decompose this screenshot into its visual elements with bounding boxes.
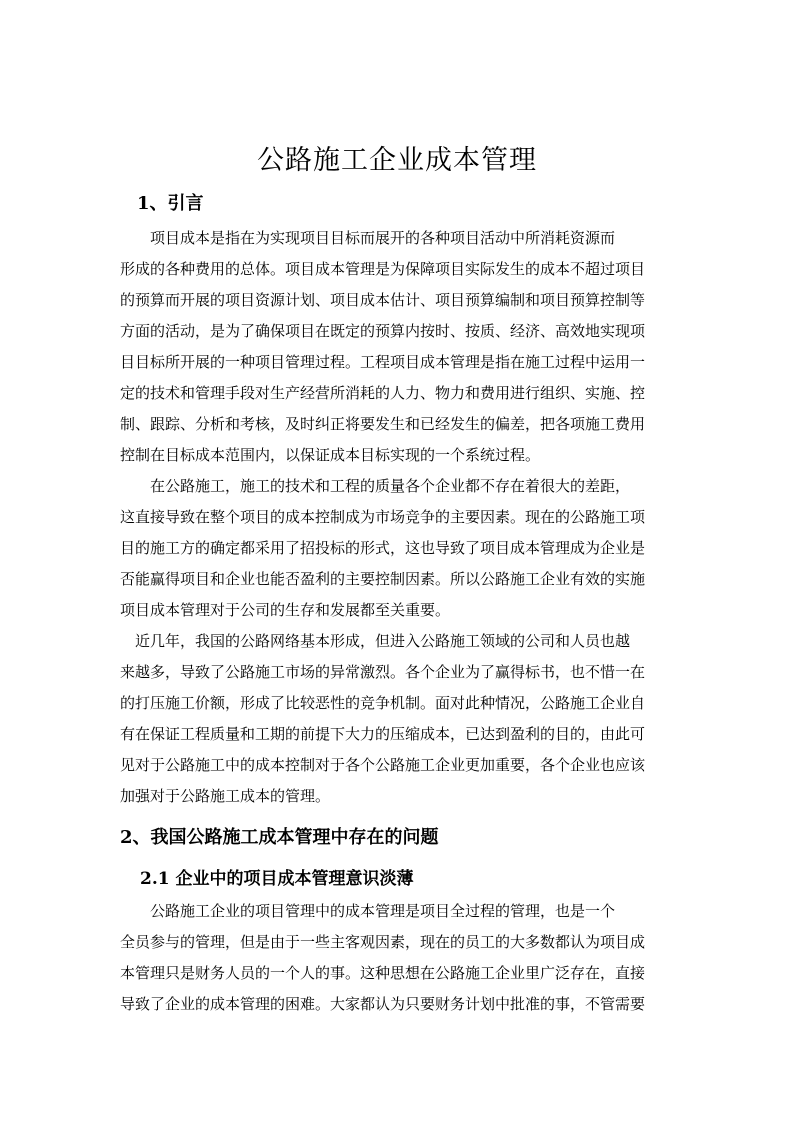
text-line: 来越多，导致了公路施工市场的异常激烈。各个企业为了赢得标书，也不惜一在 — [120, 663, 646, 681]
text-line: 方面的活动，是为了确保项目在既定的预算内按时、按质、经济、高效地实现项 — [120, 322, 646, 340]
text-line: 近几年，我国的公路网络基本形成，但进入公路施工领域的公司和人员也越 — [120, 632, 631, 650]
text-line: 项目成本管理对于公司的生存和发展都至关重要。 — [120, 601, 451, 619]
intro-paragraph-1 — [120, 223, 674, 471]
intro-paragraph-2 — [120, 471, 674, 626]
text-line: 的预算而开展的项目资源计划、项目成本估计、项目预算编制和项目预算控制等 — [120, 291, 646, 309]
text-line: 有在保证工程质量和工期的前提下大力的压缩成本，已达到盈利的目的，由此可 — [120, 725, 646, 743]
text-line: 目目标所开展的一种项目管理过程。工程项目成本管理是指在施工过程中运用一 — [120, 353, 646, 371]
text-line: 形成的各种费用的总体。项目成本管理是为保障项目实际发生的成本不超过项目 — [120, 260, 646, 278]
text-line: 全员参与的管理，但是由于一些主客观因素，现在的员工的大多数都认为项目成 — [120, 933, 646, 951]
subsection-paragraph-1 — [120, 896, 674, 1020]
text-line: 加强对于公路施工成本的管理。 — [120, 787, 331, 805]
text-line: 导致了企业的成本管理的困难。大家都认为只要财务计划中批准的事，不管需要 — [120, 995, 646, 1013]
text-line: 目的施工方的确定都采用了招投标的形式，这也导致了项目成本管理成为企业是 — [120, 539, 646, 557]
text-line: 定的技术和管理手段对生产经营所消耗的人力、物力和费用进行组织、实施、控 — [120, 384, 646, 402]
subsection-heading-2-1: 2.1 企业中的项目成本管理意识淡薄 — [140, 869, 414, 889]
text-line: 项目成本是指在为实现项目目标而展开的各种项目活动中所消耗资源而 — [120, 229, 616, 247]
text-line: 的打压施工价额，形成了比较恶性的竞争机制。面对此种情况，公路施工企业自 — [120, 694, 646, 712]
text-line: 本管理只是财务人员的一个人的事。这种思想在公路施工企业里广泛存在，直接 — [120, 964, 646, 982]
intro-paragraph-3 — [120, 626, 674, 812]
text-line: 公路施工企业的项目管理中的成本管理是项目全过程的管理，也是一个 — [120, 902, 616, 920]
text-line: 控制在目标成本范围内，以保证成本目标实现的一个系统过程。 — [120, 446, 541, 464]
section-heading-introduction: 1、引言 — [137, 193, 204, 214]
section-heading-problems: 2、我国公路施工成本管理中存在的问题 — [120, 827, 439, 848]
text-line: 在公路施工，施工的技术和工程的质量各个企业都不存在着很大的差距， — [120, 477, 631, 495]
text-line: 制、跟踪、分析和考核，及时纠正将要发生和已经发生的偏差，把各项施工费用 — [120, 415, 646, 433]
document-title: 公路施工企业成本管理 — [257, 145, 537, 176]
text-line: 见对于公路施工中的成本控制对于各个公路施工企业更加重要，各个企业也应该 — [120, 756, 646, 774]
text-line: 否能赢得项目和企业也能否盈利的主要控制因素。所以公路施工企业有效的实施 — [120, 570, 646, 588]
text-line: 这直接导致在整个项目的成本控制成为市场竞争的主要因素。现在的公路施工项 — [120, 508, 646, 526]
